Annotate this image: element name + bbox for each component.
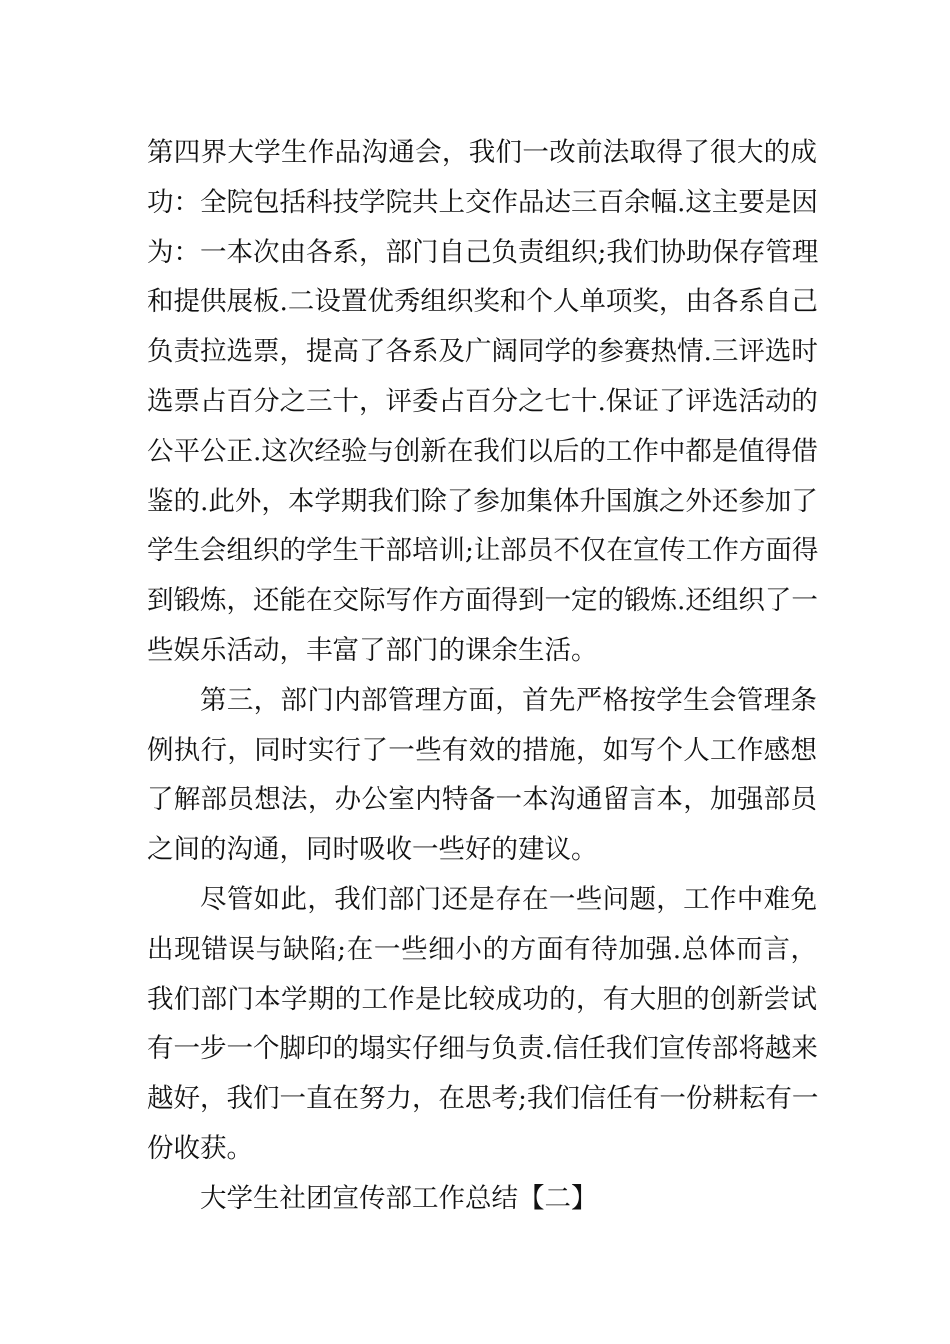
text-line: 负责拉选票，提高了各系及广阔同学的参赛热情.三评选时 [147, 336, 818, 368]
text-line: 选票占百分之三十，评委占百分之七十.保证了评选活动的 [147, 385, 818, 417]
document-body [147, 128, 817, 1224]
text-line: 到锻炼，还能在交际写作方面得到一定的锻炼.还组织了一 [147, 585, 818, 617]
text-line: 之间的沟通，同时吸收一些好的建议。 [147, 834, 598, 866]
text-line: 了解部员想法，办公室内特备一本沟通留言本，加强部员 [147, 784, 817, 816]
text-line: 第四界大学生作品沟通会，我们一改前法取得了很大的成 [147, 137, 817, 168]
text-line: 和提供展板.二设置优秀组织奖和个人单项奖，由各系自己 [147, 286, 818, 318]
text-line: 功：全院包括科技学院共上交作品达三百余幅.这主要是因 [147, 186, 818, 218]
text-line: 尽管如此，我们部门还是存在一些问题，工作中难免 [200, 883, 817, 915]
paragraph [147, 875, 817, 1174]
text-line: 些娱乐活动，丰富了部门的课余生活。 [147, 634, 598, 666]
text-line: 第三，部门内部管理方面，首先严格按学生会管理条 [200, 684, 817, 716]
text-line: 鉴的.此外，本学期我们除了参加集体升国旗之外还参加了 [147, 485, 818, 517]
paragraph [147, 128, 817, 676]
text-line: 例执行，同时实行了一些有效的措施，如写个人工作感想 [147, 734, 817, 766]
text-line: 份收获。 [147, 1132, 253, 1164]
section-heading-text: 大学生社团宣传部工作总结【二】 [200, 1182, 598, 1214]
section-heading [147, 1174, 817, 1224]
text-line: 我们部门本学期的工作是比较成功的，有大胆的创新尝试 [147, 983, 817, 1015]
text-line: 为：一本次由各系，部门自己负责组织;我们协助保存管理 [147, 236, 819, 268]
text-line: 出现错误与缺陷;在一些细小的方面有待加强.总体而言， [147, 933, 817, 965]
text-line: 越好，我们一直在努力，在思考;我们信任有一份耕耘有一 [147, 1083, 819, 1115]
text-line: 公平公正.这次经验与创新在我们以后的工作中都是值得借 [147, 435, 818, 467]
text-line: 学生会组织的学生干部培训;让部员不仅在宣传工作方面得 [147, 535, 819, 567]
paragraph [147, 676, 817, 875]
text-line: 有一步一个脚印的塌实仔细与负责.信任我们宣传部将越来 [147, 1033, 818, 1065]
